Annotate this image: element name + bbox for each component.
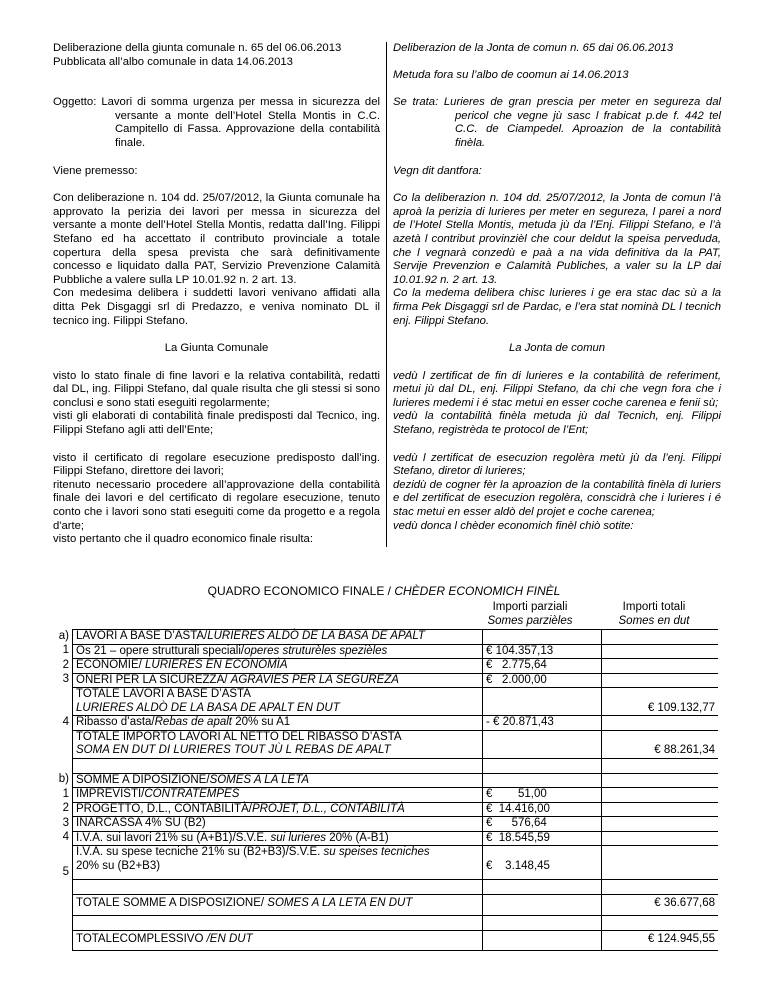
partial-amounts-header: Importi parziali Somes parzièles [487,601,573,627]
considerations-row [53,370,721,438]
table-row: 1 IMPREVISTI/CONTRATEMPES € 51,00 [53,788,718,803]
certificate-lad: dezidù de cogner fèr la aproazion de la contabilità finèla di luriers e del zertificat de esecuzion regolèra, conscidrà che i lurieres i é stac metui en esser aldò del projet e coche carenea; [393,478,721,519]
council-row [53,342,721,356]
premise-paragraph-lad: Co la medema delibera chisc lurieres i ge era stac dac sù a la firma Pek Disgaggi srl de Pardac, e l’era stat nominà DL l tecnich enj. Filippi Stefano. [393,287,721,327]
consideration-lad: vedù l zertificat de fin di lurieres e la contabilità de referiment, metui jù dal DL, enj. Filippi Stefano, da chi che vegn fora che i lurieres medemi i é stac metui en esser coche carenea e fenii sù; [393,369,721,409]
economic-summary-table [53,629,718,951]
premise-heading-row [53,165,721,179]
consideration-it: visti gli elaborati di contabilità finale predisposti dal Tecnico, ing. Filippi Stefano agli atti dell’Ente; [53,410,380,437]
premise-heading-it: Viene premesso: [53,164,138,177]
deliberation-number-it: Deliberazione della giunta comunale n. 65 del 06.06.2013 [53,42,342,54]
premise-paragraph-lad: Co la deliberazion n. 104 dd. 25/07/2012, la Jonta de comun l’à aproà la perizia di lurieres per meter en segureza, l parei a nord de l’Hotel Stella Montis, metuda jù da l’Enj. Filippi Stefano, e l’à azetà l contribut provinzièl che cour deldut la speisa perveduda, che l vegnarà conzedù e paà a na vida definitiva da la PAT, Servije Prevenzion e Calamità Publiches, a valer su la LP dai 10.01.92 n. 2 art. 13. [393,192,721,286]
table-row: 3 INARCASSA 4% SU (B2) € 576,64 [53,817,718,832]
premise-heading-lad: Vegn dit dantfora: [393,164,482,177]
table-row: 1 Os 21 – opere strutturali speciali/operes struturèles spezièles € 104.357,13 [53,644,718,659]
subject-lad: Se trata: Lurieres de gran prescia per meter en segureza dal pericol che vegne jù sasc l frabicat p.de f. 442 tel C.C. de Ciampedel. Aproazion de la contabilità finèla. [393,96,721,149]
council-heading-it: La Giunta Comunale [164,342,269,355]
subject-it: Oggetto: Lavori di somma urgenza per messa in sicurezza del versante a monte dell’Hotel Stella Montis in C.C. Campitello di Fassa. Approvazione della contabilità finale. [53,96,380,149]
consideration-lad: vedù la contabilità finèla metuda jù dal Tecnich, enj. Filippi Stefano, registrèda te protocol de l’Ent; [393,410,721,437]
total-amounts-header: Importi totali Somes en dut [618,601,690,627]
economic-summary-title: QUADRO ECONOMICO FINALE / CHÈDER ECONOMICH FINÈL [207,584,561,598]
table-row: a) LAVORI A BASE D’ASTA/LURIERES ALDÒ DE LA BASA DE APALT [53,630,718,645]
consideration-it: visto lo stato finale di fine lavori e la relativa contabilità, redatti dal DL, ing. Filippi Stefano, dal quale risulta che gli stessi si sono conclusi e sono stati eseguiti regolarmente; [53,369,380,409]
publication-date-lad: Metuda fora su l’albo de coomun ai 14.06.2013 [393,68,629,81]
certificate-it: visto il certificato di regolare esecuzione predisposto dall’ing. Filippi Stefano, direttore dei lavori; [53,451,380,478]
table-row: TOTALE SOMME A DISPOSIZIONE/ SOMES A LA LETA EN DUT € 36.677,68 [53,895,718,916]
certificate-lad: vedù l zertificat de esecuzion regolèra metù jù da l’enj. Filippi Stefano, diretor di lurieres; [393,451,721,478]
table-row: 3 ONERI PER LA SICUREZZA/ AGRAVIES PER LA SEGUREZA € 2.000,00 [53,673,718,688]
council-heading-lad: La Jonta de comun [508,342,606,355]
bilingual-columns [53,42,721,547]
certificate-lad: vedù donca l chèder economich finèl chiò sotite: [393,519,634,532]
certificate-it: ritenuto necessario procedere all’approvazione della contabilità finale dei lavori e del certificato di regolare esecuzione, tenuto conto che i lavori sono stati eseguiti come da progetto e a regola d'arte; [53,478,380,532]
table-row: 5 I.V.A. su spese tecniche 21% su (B2+B3)/S.V.E. su speises tecniches 20% su (B2+B3) € 3.148,45 [53,846,718,880]
table-row: 2 PROGETTO, D.L., CONTABILITÀ/PROJET, D.L., CONTABILITÀ € 14.416,00 [53,802,718,817]
table-row: 4 I.V.A. sui lavori 21% su (A+B1)/S.V.E. sui lurieres 20% (A-B1) € 18.545,59 [53,831,718,846]
table-row: TOTALE LAVORI A BASE D’ASTA LURIERES ALDÒ DE LA BASA DE APALT EN DUT € 109.132,77 [53,688,718,716]
subject-row [53,96,721,150]
premise-paragraph-it: Con medesima delibera i suddetti lavori venivano affidati alla ditta Pek Disgaggi srl di Predazzo, e veniva nominato DL il tecnico ing. Filippi Stefano. [53,287,380,327]
deliberation-number-lad: Deliberazion de la Jonta de comun n. 65 dai 06.06.2013 [393,42,674,54]
certificate-it: visto pertanto che il quadro economico finale risulta: [53,533,313,546]
table-row: TOTALECOMPLESSIVO /EN DUT € 124.945,55 [53,930,718,951]
premise-row [53,192,721,328]
table-row: 4 Ribasso d’asta/Rebas de apalt 20% su A1 - € 20.871,43 [53,716,718,731]
table-row: b) SOMME A DIPOSIZIONE/SOMES A LA LETA [53,773,718,788]
certificate-row [53,452,721,547]
table-row: 2 ECONOMIE/ LURIERES EN ECONOMÌA € 2.775,64 [53,659,718,674]
header-row [53,42,721,82]
table-row: TOTALE IMPORTO LAVORI AL NETTO DEL RIBASSO D’ASTA SOMA EN DUT DI LURIERES TOUT JÙ L REBAS DE APALT € 88.261,34 [53,730,718,758]
premise-paragraph-it: Con deliberazione n. 104 dd. 25/07/2012, la Giunta comunale ha approvato la perizia dei lavori per messa in sicurezza del versante a monte dell’Hotel Stella Montis, redatta dall’Ing. Filippi Stefano ed ha accettato il contributo provinciale a totale copertura della spesa prevista che sarà definitivamente concesso e liquidato dalla PAT, Servizio Prevenzione Calamità Pubbliche a valere sulla LP 10.01.92 n. 2 art. 13. [53,192,380,286]
publication-date-it: Pubblicata all’albo comunale in data 14.06.2013 [53,55,293,68]
